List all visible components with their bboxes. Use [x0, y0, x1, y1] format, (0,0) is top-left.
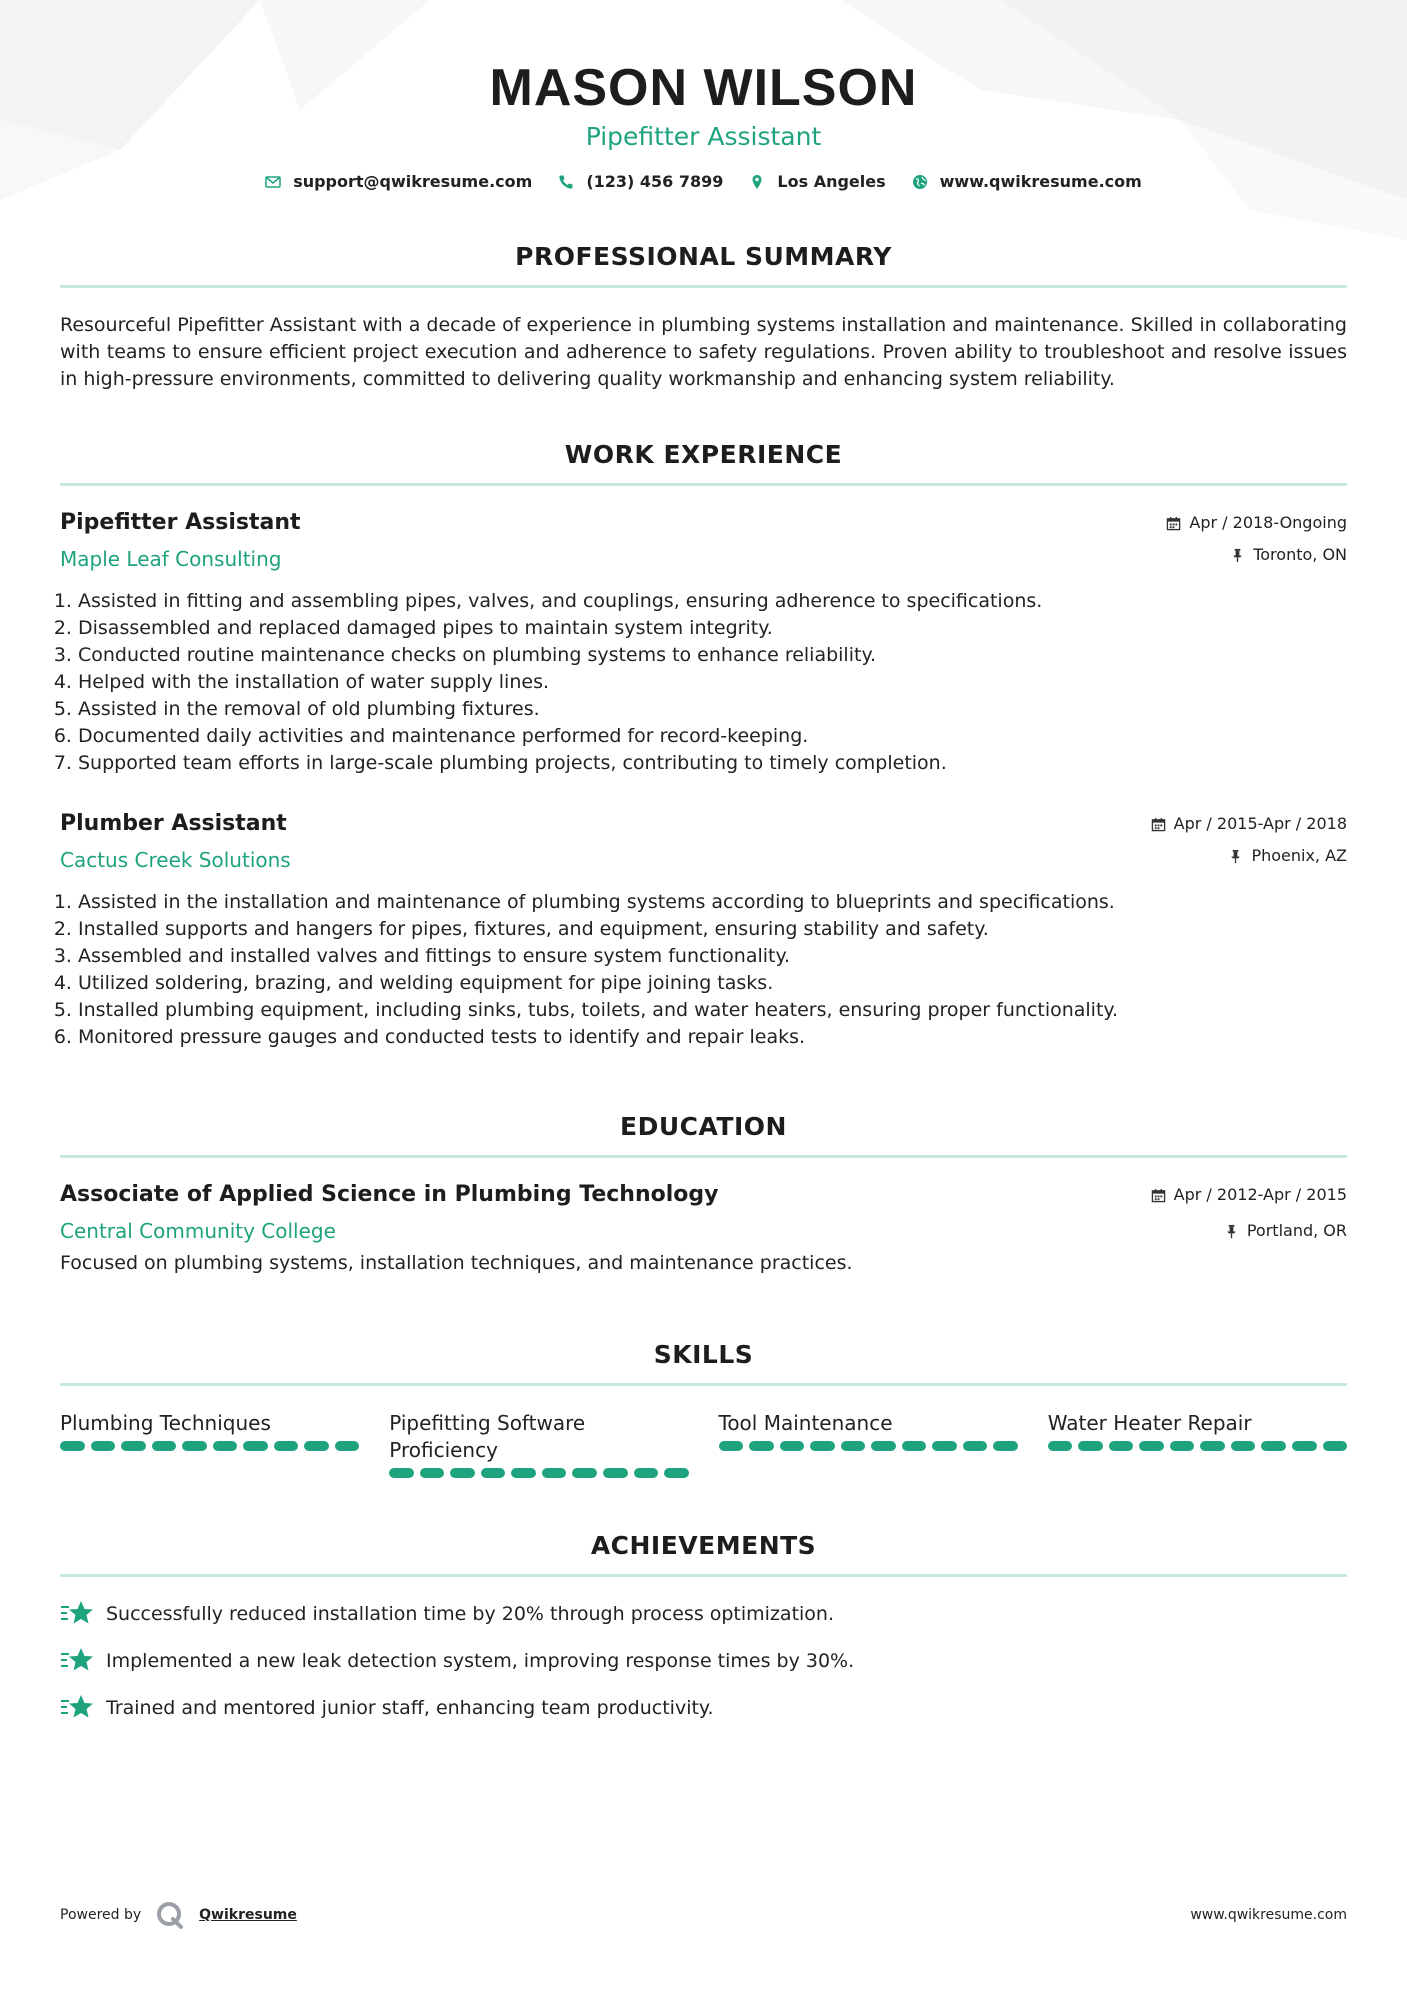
skill-dot [420, 1468, 445, 1478]
job-duties [60, 889, 1347, 1051]
skill-dot [304, 1441, 329, 1451]
skill-dot [1292, 1441, 1317, 1451]
skill-dot [60, 1441, 85, 1451]
education-divider [60, 1155, 1347, 1158]
achievements-list [60, 1599, 1347, 1723]
duty-item: 6. Monitored pressure gauges and conducted tests to identify and repair leaks. [78, 1024, 1347, 1051]
experience-divider [60, 483, 1347, 486]
summary-divider [60, 285, 1347, 288]
contact-website[interactable] [912, 172, 1142, 191]
skill-name: Plumbing Techniques [60, 1411, 271, 1435]
job-company: Cactus Creek Solutions [60, 848, 291, 872]
star-icon [60, 1599, 94, 1629]
contact-location [749, 172, 885, 191]
skill-dot [634, 1468, 659, 1478]
skill-dot [993, 1441, 1018, 1451]
powered-by [60, 1900, 297, 1930]
phone-text: (123) 456 7899 [586, 172, 724, 191]
education-description: Focused on plumbing systems, installation techniques, and maintenance practices. [60, 1252, 853, 1274]
contact-bar [60, 172, 1347, 191]
website-text: www.qwikresume.com [939, 172, 1142, 191]
achievement-item [60, 1646, 1347, 1676]
skill-dot [664, 1468, 689, 1478]
skill-name: Water Heater Repair [1047, 1411, 1252, 1435]
skill-name: Pipefitting Software Proficiency [389, 1411, 586, 1462]
education-dates: Apr / 2012-Apr / 2015 [1173, 1185, 1347, 1204]
skill-dot [1048, 1441, 1073, 1451]
duty-item: 5. Installed plumbing equipment, including sinks, tubs, toilets, and water heaters, ensuring proper functionality. [78, 997, 1347, 1024]
skill-item [1048, 1410, 1347, 1478]
skill-dot [603, 1468, 628, 1478]
summary-heading: PROFESSIONAL SUMMARY [515, 242, 892, 271]
skills-grid [60, 1410, 1347, 1478]
globe-icon [912, 174, 928, 190]
qwikresume-logo-icon [155, 1900, 185, 1930]
job-meta [1166, 508, 1347, 566]
school-name: Central Community College [60, 1219, 336, 1243]
footer-website[interactable]: www.qwikresume.com [1190, 1907, 1347, 1923]
skill-dot [450, 1468, 475, 1478]
email-text: support@qwikresume.com [293, 172, 533, 191]
skill-dot [121, 1441, 146, 1451]
skill-dot [572, 1468, 597, 1478]
skill-dot [1231, 1441, 1256, 1451]
job-title: Plumber Assistant [60, 811, 287, 836]
achievement-item [60, 1693, 1347, 1723]
achievements-section [60, 1528, 1347, 1723]
duty-item: 2. Disassembled and replaced damaged pipes to maintain system integrity. [78, 615, 1347, 642]
duty-item: 3. Assembled and installed valves and fittings to ensure system functionality. [78, 943, 1347, 970]
duty-item: 7. Supported team efforts in large-scale plumbing projects, contributing to timely completion. [78, 750, 1347, 777]
summary-section [60, 239, 1347, 393]
pushpin-icon [1228, 849, 1243, 864]
education-location: Portland, OR [1246, 1221, 1347, 1240]
skill-dot [213, 1441, 238, 1451]
job-location: Toronto, ON [1253, 545, 1347, 564]
resume-header [60, 0, 1347, 191]
brand-link[interactable]: Qwikresume [199, 1907, 297, 1923]
job-meta [1151, 809, 1347, 867]
job-dates: Apr / 2015-Apr / 2018 [1173, 814, 1347, 833]
location-text: Los Angeles [777, 172, 886, 191]
contact-phone[interactable] [558, 172, 723, 191]
skill-dot [481, 1468, 506, 1478]
achievements-heading: ACHIEVEMENTS [590, 1531, 817, 1560]
duty-item: 2. Installed supports and hangers for pipes, fixtures, and equipment, ensuring stability and safety. [78, 916, 1347, 943]
calendar-icon [1151, 817, 1166, 832]
powered-by-label: Powered by [60, 1907, 142, 1923]
skill-name: Tool Maintenance [718, 1411, 893, 1435]
duty-item: 4. Utilized soldering, brazing, and welding equipment for pipe joining tasks. [78, 970, 1347, 997]
skill-item [719, 1410, 1018, 1478]
skill-dot [749, 1441, 774, 1451]
map-pin-icon [749, 174, 765, 190]
duty-item: 4. Helped with the installation of water supply lines. [78, 669, 1347, 696]
skill-dot [542, 1468, 567, 1478]
skill-dot [335, 1441, 360, 1451]
education-entry [60, 1180, 1347, 1277]
skill-dot [91, 1441, 116, 1451]
achievement-text: Trained and mentored junior staff, enhancing team productivity. [106, 1696, 714, 1719]
job-entry [60, 809, 1347, 1051]
skill-dot [1109, 1441, 1134, 1451]
education-section [60, 1109, 1347, 1277]
skills-divider [60, 1383, 1347, 1386]
calendar-icon [1151, 1188, 1166, 1203]
skill-item [389, 1410, 688, 1478]
skill-dot [780, 1441, 805, 1451]
skill-dot [1323, 1441, 1348, 1451]
achievement-text: Successfully reduced installation time by 20% through process optimization. [106, 1602, 835, 1625]
job-location: Phoenix, AZ [1251, 846, 1347, 865]
skill-dot [1170, 1441, 1195, 1451]
pushpin-icon [1224, 1224, 1239, 1239]
calendar-icon [1166, 516, 1181, 531]
skill-dot [274, 1441, 299, 1451]
skill-dot [871, 1441, 896, 1451]
skill-dot [719, 1441, 744, 1451]
skill-rating [389, 1468, 688, 1478]
skill-item [60, 1410, 359, 1478]
skill-dot [182, 1441, 207, 1451]
education-heading: EDUCATION [620, 1112, 787, 1141]
achievement-item [60, 1599, 1347, 1629]
experience-section [60, 437, 1347, 1051]
skill-dot [841, 1441, 866, 1451]
skill-dot [963, 1441, 988, 1451]
skill-rating [60, 1441, 359, 1451]
achievement-text: Implemented a new leak detection system, improving response times by 30%. [106, 1649, 855, 1672]
star-icon [60, 1693, 94, 1723]
experience-heading: WORK EXPERIENCE [564, 440, 843, 469]
job-duties [60, 588, 1347, 777]
duty-item: 5. Assisted in the removal of old plumbing fixtures. [78, 696, 1347, 723]
skill-dot [152, 1441, 177, 1451]
skill-dot [511, 1468, 536, 1478]
contact-email[interactable] [265, 172, 532, 191]
skill-dot [1078, 1441, 1103, 1451]
skill-rating [1048, 1441, 1347, 1451]
job-company: Maple Leaf Consulting [60, 547, 282, 571]
candidate-name: MASON WILSON [489, 59, 918, 117]
summary-text: Resourceful Pipefitter Assistant with a decade of experience in plumbing systems installation and maintenance. Skilled in collaborating with teams to ensure efficient project execution and adherence to safety regulations. Proven ability to troubleshoot and resolve issues in high-pressure environments, committed to delivering quality workmanship and enhancing system reliability. [60, 314, 1347, 390]
job-title: Pipefitter Assistant [60, 510, 301, 535]
skill-dot [932, 1441, 957, 1451]
duty-item: 1. Assisted in fitting and assembling pipes, valves, and couplings, ensuring adherence to specifications. [78, 588, 1347, 615]
job-entry [60, 508, 1347, 777]
skill-dot [1261, 1441, 1286, 1451]
envelope-icon [265, 174, 281, 190]
pushpin-icon [1230, 548, 1245, 563]
phone-icon [558, 174, 574, 190]
duty-item: 3. Conducted routine maintenance checks on plumbing systems to enhance reliability. [78, 642, 1347, 669]
education-meta [1151, 1180, 1347, 1242]
achievements-divider [60, 1574, 1347, 1577]
skill-dot [810, 1441, 835, 1451]
job-dates: Apr / 2018-Ongoing [1189, 513, 1347, 532]
skill-dot [389, 1468, 414, 1478]
skill-dot [902, 1441, 927, 1451]
skill-dot [1200, 1441, 1225, 1451]
skill-rating [719, 1441, 1018, 1451]
resume-footer [60, 1900, 1347, 1930]
duty-item: 6. Documented daily activities and maintenance performed for record-keeping. [78, 723, 1347, 750]
skills-section [60, 1337, 1347, 1478]
star-icon [60, 1646, 94, 1676]
skill-dot [243, 1441, 268, 1451]
degree-title: Associate of Applied Science in Plumbing Technology [60, 1182, 719, 1207]
duty-item: 1. Assisted in the installation and maintenance of plumbing systems according to blueprints and specifications. [78, 889, 1347, 916]
skill-dot [1139, 1441, 1164, 1451]
candidate-role: Pipefitter Assistant [585, 122, 822, 151]
skills-heading: SKILLS [653, 1340, 754, 1369]
